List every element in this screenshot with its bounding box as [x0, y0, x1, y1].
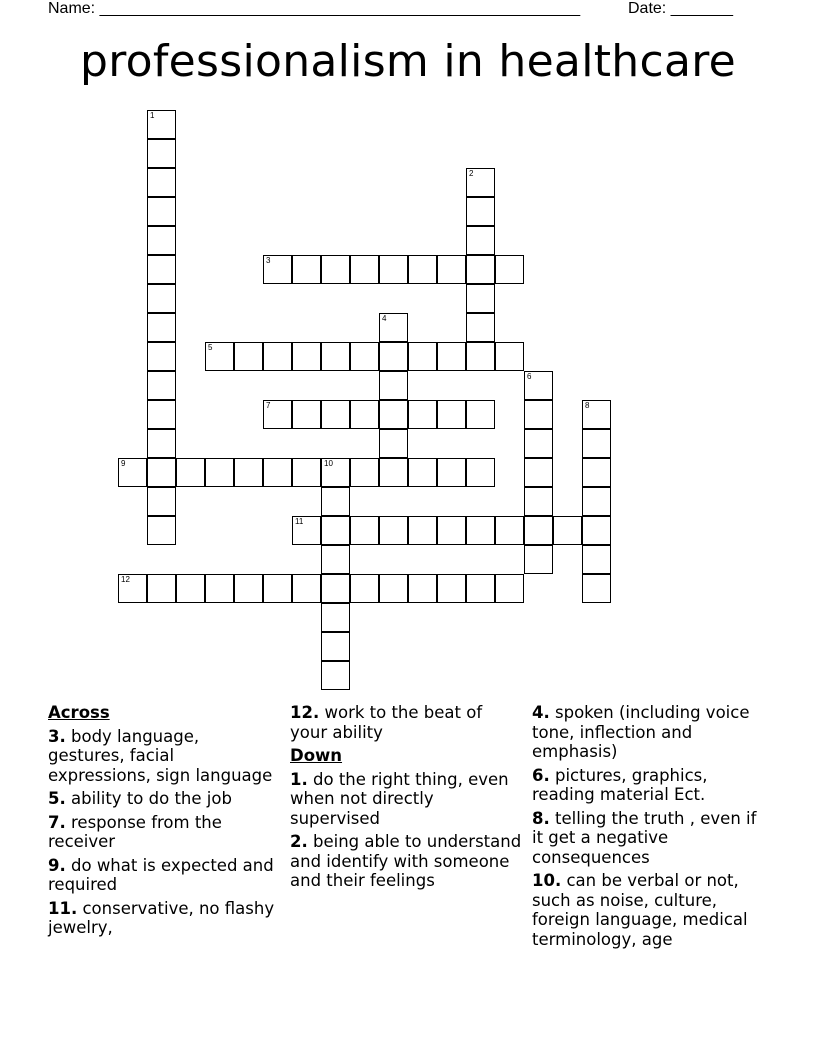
clue-number-2: 2	[469, 169, 474, 178]
grid-cell[interactable]	[118, 574, 147, 603]
grid-cell[interactable]	[292, 516, 321, 545]
grid-cell[interactable]	[292, 342, 321, 371]
grid-cell[interactable]	[205, 458, 234, 487]
grid-cell[interactable]	[466, 342, 495, 371]
grid-cell[interactable]	[408, 458, 437, 487]
grid-cell[interactable]	[263, 255, 292, 284]
grid-cell[interactable]	[321, 255, 350, 284]
clues-column-3	[532, 703, 772, 953]
grid-cell[interactable]	[321, 516, 350, 545]
clue-number-12: 12	[121, 575, 130, 584]
grid-cell[interactable]	[147, 255, 176, 284]
grid-cell[interactable]	[408, 574, 437, 603]
grid-cell[interactable]	[437, 342, 466, 371]
grid-cell[interactable]	[379, 429, 408, 458]
grid-cell[interactable]	[234, 574, 263, 603]
clue-across-5: 5. ability to do the job	[48, 789, 232, 808]
grid-cell[interactable]	[466, 284, 495, 313]
clues-column-1	[48, 703, 278, 942]
name-field: Name: ______________________________________________________	[48, 0, 581, 17]
grid-cell[interactable]	[524, 371, 553, 400]
clue-number-7: 7	[266, 401, 271, 410]
grid-cell[interactable]	[379, 255, 408, 284]
grid-cell[interactable]	[321, 487, 350, 516]
grid-cell[interactable]	[176, 574, 205, 603]
grid-cell[interactable]	[147, 429, 176, 458]
grid-cell[interactable]	[350, 342, 379, 371]
clue-down-8: 8. telling the truth , even if it get a negative consequences	[532, 808, 757, 867]
grid-cell[interactable]	[466, 516, 495, 545]
grid-cell[interactable]	[466, 400, 495, 429]
grid-cell[interactable]	[408, 342, 437, 371]
grid-cell[interactable]	[321, 603, 350, 632]
grid-cell[interactable]	[321, 458, 350, 487]
grid-cell[interactable]	[379, 574, 408, 603]
grid-cell[interactable]	[321, 661, 350, 690]
grid-cell[interactable]	[292, 458, 321, 487]
grid-cell[interactable]	[205, 342, 234, 371]
grid-cell[interactable]	[466, 458, 495, 487]
grid-cell[interactable]	[582, 458, 611, 487]
grid-cell[interactable]	[495, 255, 524, 284]
grid-cell[interactable]	[524, 429, 553, 458]
grid-cell[interactable]	[437, 574, 466, 603]
clue-down-2: 2. being able to understand and identify with someone and their feelings	[290, 832, 522, 890]
grid-cell[interactable]	[147, 197, 176, 226]
grid-cell[interactable]	[321, 574, 350, 603]
grid-cell[interactable]	[147, 400, 176, 429]
grid-cell[interactable]	[292, 400, 321, 429]
grid-cell[interactable]	[437, 516, 466, 545]
grid-cell[interactable]	[350, 574, 379, 603]
grid-cell[interactable]	[147, 458, 176, 487]
grid-cell[interactable]	[147, 516, 176, 545]
grid-cell[interactable]	[350, 255, 379, 284]
across-heading: Across	[48, 703, 110, 722]
grid-cell[interactable]	[147, 313, 176, 342]
grid-cell[interactable]	[524, 545, 553, 574]
grid-cell[interactable]	[495, 342, 524, 371]
grid-cell[interactable]	[466, 226, 495, 255]
grid-cell[interactable]	[379, 400, 408, 429]
grid-cell[interactable]	[379, 342, 408, 371]
grid-cell[interactable]	[147, 168, 176, 197]
grid-cell[interactable]	[263, 342, 292, 371]
grid-cell[interactable]	[437, 458, 466, 487]
grid-cell[interactable]	[379, 516, 408, 545]
grid-cell[interactable]	[147, 342, 176, 371]
grid-cell[interactable]	[408, 516, 437, 545]
grid-cell[interactable]	[553, 516, 582, 545]
grid-cell[interactable]	[524, 458, 553, 487]
grid-cell[interactable]	[437, 255, 466, 284]
puzzle-title: professionalism in healthcare	[79, 36, 737, 87]
grid-cell[interactable]	[437, 400, 466, 429]
clue-down-1: 1. do the right thing, even when not directly supervised	[290, 769, 509, 828]
grid-cell[interactable]	[379, 371, 408, 400]
grid-cell[interactable]	[321, 342, 350, 371]
grid-cell[interactable]	[234, 342, 263, 371]
clues-column-2	[290, 703, 522, 895]
grid-cell[interactable]	[466, 313, 495, 342]
grid-cell[interactable]	[495, 574, 524, 603]
clue-across-7: 7. response from the receiver	[48, 812, 222, 851]
grid-cell[interactable]	[205, 574, 234, 603]
grid-cell[interactable]	[350, 400, 379, 429]
grid-cell[interactable]	[582, 516, 611, 545]
clue-number-9: 9	[121, 459, 126, 468]
grid-cell[interactable]	[379, 313, 408, 342]
grid-cell[interactable]	[263, 574, 292, 603]
grid-cell[interactable]	[321, 545, 350, 574]
grid-cell[interactable]	[582, 487, 611, 516]
grid-cell[interactable]	[321, 400, 350, 429]
grid-cell[interactable]	[466, 574, 495, 603]
clue-down-4: 4. spoken (including voice tone, inflection and emphasis)	[532, 703, 750, 761]
grid-cell[interactable]	[147, 284, 176, 313]
grid-cell[interactable]	[321, 632, 350, 661]
grid-cell[interactable]	[379, 458, 408, 487]
date-field: Date: _______	[628, 0, 733, 17]
clue-number-8: 8	[585, 401, 590, 410]
grid-cell[interactable]	[582, 429, 611, 458]
grid-cell[interactable]	[466, 168, 495, 197]
grid-cell[interactable]	[495, 516, 524, 545]
clue-number-3: 3	[266, 256, 271, 265]
clue-number-1: 1	[150, 111, 155, 120]
grid-cell[interactable]	[350, 516, 379, 545]
grid-cell[interactable]	[176, 458, 205, 487]
grid-cell[interactable]	[408, 400, 437, 429]
grid-cell[interactable]	[147, 110, 176, 139]
clue-down-6: 6. pictures, graphics, reading material Ect.	[532, 765, 708, 804]
grid-cell[interactable]	[466, 255, 495, 284]
grid-cell[interactable]	[147, 574, 176, 603]
grid-cell[interactable]	[292, 255, 321, 284]
grid-cell[interactable]	[263, 458, 292, 487]
grid-cell[interactable]	[466, 197, 495, 226]
grid-cell[interactable]	[147, 487, 176, 516]
grid-cell[interactable]	[147, 371, 176, 400]
grid-cell[interactable]	[118, 458, 147, 487]
grid-cell[interactable]	[582, 545, 611, 574]
grid-cell[interactable]	[350, 458, 379, 487]
grid-cell[interactable]	[524, 400, 553, 429]
down-heading: Down	[290, 746, 343, 765]
clue-number-4: 4	[382, 314, 387, 323]
clue-number-6: 6	[527, 372, 532, 381]
clue-number-5: 5	[208, 343, 213, 352]
clue-number-11: 11	[295, 517, 304, 526]
grid-cell[interactable]	[408, 255, 437, 284]
grid-cell[interactable]	[524, 487, 553, 516]
grid-cell[interactable]	[582, 574, 611, 603]
clue-across-3: 3. body language, gestures, facial expressions, sign language	[48, 726, 273, 785]
clue-across-12: 12. work to the beat of your ability	[290, 703, 483, 742]
grid-cell[interactable]	[147, 139, 176, 168]
clue-across-11: 11. conservative, no flashy jewelry,	[48, 898, 275, 937]
grid-cell[interactable]	[234, 458, 263, 487]
grid-cell[interactable]	[582, 400, 611, 429]
clue-number-10: 10	[324, 459, 333, 468]
grid-cell[interactable]	[292, 574, 321, 603]
grid-cell[interactable]	[524, 516, 553, 545]
grid-cell[interactable]	[263, 400, 292, 429]
clue-across-9: 9. do what is expected and required	[48, 855, 274, 894]
grid-cell[interactable]	[147, 226, 176, 255]
clue-down-10: 10. can be verbal or not, such as noise, culture, foreign language, medical terminology, age	[532, 871, 748, 949]
